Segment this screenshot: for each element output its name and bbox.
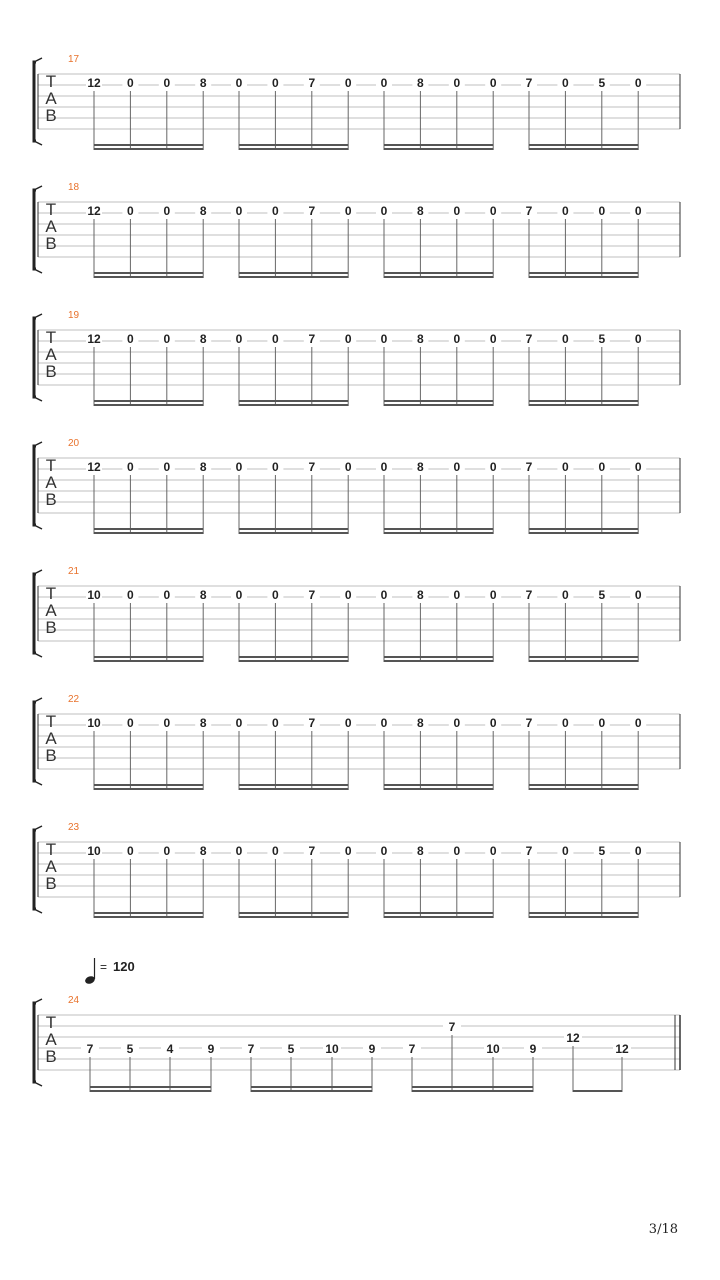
beam bbox=[94, 912, 203, 914]
fret-number: 0 bbox=[562, 204, 569, 218]
beam bbox=[529, 660, 638, 662]
beam bbox=[412, 1090, 533, 1092]
fret-number: 5 bbox=[598, 76, 606, 90]
beam bbox=[94, 144, 203, 146]
fret-number: 8 bbox=[417, 76, 424, 90]
beam bbox=[239, 788, 348, 790]
fret-number: 7 bbox=[525, 460, 533, 474]
page-number: 3/18 bbox=[648, 1222, 678, 1237]
fret-number: 12 bbox=[566, 1031, 580, 1045]
tab-clef-letter: T bbox=[45, 584, 57, 603]
fret-number: 0 bbox=[272, 588, 279, 602]
fret-number: 0 bbox=[163, 844, 171, 858]
fret-number: 0 bbox=[127, 588, 134, 602]
fret-number: 0 bbox=[634, 460, 642, 474]
tab-clef-letter: B bbox=[45, 362, 57, 381]
tab-system-19 bbox=[34, 310, 680, 406]
tab-system-24 bbox=[34, 995, 680, 1092]
fret-number: 0 bbox=[163, 460, 171, 474]
fret-number: 7 bbox=[525, 588, 533, 602]
measure-number: 23 bbox=[68, 822, 80, 833]
fret-number: 0 bbox=[272, 76, 279, 90]
beam bbox=[239, 916, 348, 918]
fret-number: 0 bbox=[272, 460, 279, 474]
fret-number: 10 bbox=[87, 716, 101, 730]
fret-number: 8 bbox=[199, 76, 207, 90]
beam bbox=[384, 276, 493, 278]
fret-number: 0 bbox=[163, 716, 171, 730]
beam bbox=[94, 916, 203, 918]
fret-number: 0 bbox=[163, 204, 171, 218]
tab-clef-letter: B bbox=[45, 106, 57, 125]
fret-number: 12 bbox=[87, 204, 101, 218]
fret-number: 7 bbox=[308, 588, 316, 602]
fret-number: 0 bbox=[272, 332, 279, 346]
beam bbox=[90, 1086, 211, 1088]
system-bracket bbox=[34, 1003, 36, 1082]
beam bbox=[94, 272, 203, 274]
fret-number: 0 bbox=[453, 332, 461, 346]
fret-number: 0 bbox=[127, 460, 134, 474]
fret-number: 8 bbox=[417, 332, 424, 346]
fret-number: 0 bbox=[562, 76, 569, 90]
fret-number: 0 bbox=[634, 588, 642, 602]
fret-number: 0 bbox=[127, 204, 134, 218]
beam bbox=[239, 532, 348, 534]
fret-number: 12 bbox=[87, 460, 101, 474]
fret-number: 0 bbox=[634, 844, 642, 858]
beam bbox=[239, 528, 348, 530]
beam bbox=[384, 788, 493, 790]
fret-number: 0 bbox=[127, 76, 134, 90]
fret-number: 8 bbox=[199, 716, 207, 730]
beam bbox=[384, 400, 493, 402]
fret-number: 0 bbox=[453, 460, 461, 474]
beam bbox=[529, 148, 638, 150]
fret-number: 0 bbox=[344, 332, 352, 346]
beam bbox=[384, 404, 493, 406]
fret-number: 0 bbox=[163, 588, 171, 602]
fret-number: 7 bbox=[308, 844, 316, 858]
tempo-marking bbox=[84, 958, 135, 985]
fret-number: 0 bbox=[562, 460, 569, 474]
fret-number: 12 bbox=[615, 1042, 629, 1056]
fret-number: 8 bbox=[417, 588, 424, 602]
fret-number: 0 bbox=[344, 460, 352, 474]
tab-clef-letter: A bbox=[45, 217, 57, 236]
beam bbox=[94, 788, 203, 790]
fret-number: 9 bbox=[207, 1042, 215, 1056]
tab-clef-letter: T bbox=[45, 1013, 57, 1032]
beam bbox=[239, 912, 348, 914]
tempo-bpm: 120 bbox=[113, 959, 135, 974]
fret-number: 0 bbox=[235, 844, 243, 858]
fret-number: 7 bbox=[408, 1042, 416, 1056]
fret-number: 0 bbox=[380, 76, 388, 90]
fret-number: 0 bbox=[163, 332, 171, 346]
fret-number: 0 bbox=[235, 716, 243, 730]
fret-number: 8 bbox=[417, 716, 424, 730]
fret-number: 0 bbox=[598, 204, 606, 218]
fret-number: 0 bbox=[344, 588, 352, 602]
tab-clef-letter: T bbox=[45, 456, 57, 475]
fret-number: 9 bbox=[368, 1042, 376, 1056]
fret-number: 0 bbox=[453, 204, 461, 218]
fret-number: 8 bbox=[417, 204, 424, 218]
fret-number: 0 bbox=[453, 76, 461, 90]
fret-number: 0 bbox=[453, 716, 461, 730]
measure-number: 21 bbox=[68, 566, 80, 577]
beam bbox=[573, 1090, 622, 1092]
beam bbox=[90, 1090, 211, 1092]
measure-number: 18 bbox=[68, 182, 80, 193]
fret-number: 4 bbox=[166, 1042, 174, 1056]
fret-number: 0 bbox=[634, 332, 642, 346]
beam bbox=[239, 784, 348, 786]
tab-system-17 bbox=[34, 54, 680, 150]
fret-number: 0 bbox=[344, 204, 352, 218]
system-bracket bbox=[34, 574, 36, 653]
fret-number: 7 bbox=[308, 716, 316, 730]
fret-number: 5 bbox=[126, 1042, 134, 1056]
beam bbox=[94, 528, 203, 530]
fret-number: 0 bbox=[562, 588, 569, 602]
fret-number: 0 bbox=[489, 76, 497, 90]
tempo-equals: = bbox=[100, 960, 108, 974]
beam bbox=[251, 1090, 372, 1092]
fret-number: 8 bbox=[199, 204, 207, 218]
tab-clef-letter: A bbox=[45, 345, 57, 364]
tab-system-21 bbox=[34, 566, 680, 662]
fret-number: 10 bbox=[87, 844, 101, 858]
fret-number: 0 bbox=[235, 460, 243, 474]
tab-clef-letter: B bbox=[45, 490, 57, 509]
fret-number: 10 bbox=[325, 1042, 339, 1056]
fret-number: 0 bbox=[380, 332, 388, 346]
beam bbox=[239, 144, 348, 146]
tab-system-18 bbox=[34, 182, 680, 278]
tab-clef-letter: A bbox=[45, 89, 57, 108]
beam bbox=[384, 916, 493, 918]
measure-number: 19 bbox=[68, 310, 80, 321]
beam bbox=[94, 656, 203, 658]
tab-clef-letter: B bbox=[45, 1047, 57, 1066]
tab-clef-letter: B bbox=[45, 874, 57, 893]
fret-number: 7 bbox=[247, 1042, 255, 1056]
measure-number: 22 bbox=[68, 694, 80, 705]
fret-number: 0 bbox=[489, 460, 497, 474]
fret-number: 0 bbox=[344, 844, 352, 858]
fret-number: 0 bbox=[344, 76, 352, 90]
measure-number: 20 bbox=[68, 438, 80, 449]
fret-number: 7 bbox=[525, 844, 533, 858]
fret-number: 8 bbox=[199, 844, 207, 858]
fret-number: 0 bbox=[127, 844, 134, 858]
beam bbox=[239, 404, 348, 406]
tab-clef-letter: A bbox=[45, 857, 57, 876]
beam bbox=[529, 788, 638, 790]
tab-clef-letter: B bbox=[45, 746, 57, 765]
fret-number: 8 bbox=[417, 460, 424, 474]
fret-number: 5 bbox=[287, 1042, 295, 1056]
fret-number: 7 bbox=[308, 332, 316, 346]
beam bbox=[251, 1086, 372, 1088]
fret-number: 0 bbox=[489, 588, 497, 602]
fret-number: 7 bbox=[308, 76, 316, 90]
fret-number: 0 bbox=[235, 76, 243, 90]
beam bbox=[94, 400, 203, 402]
beam bbox=[412, 1086, 533, 1088]
tab-clef-letter: A bbox=[45, 601, 57, 620]
beam bbox=[384, 660, 493, 662]
fret-number: 8 bbox=[199, 588, 207, 602]
beam bbox=[529, 532, 638, 534]
fret-number: 0 bbox=[272, 716, 279, 730]
beam bbox=[529, 276, 638, 278]
fret-number: 10 bbox=[87, 588, 101, 602]
beam bbox=[239, 660, 348, 662]
beam bbox=[529, 656, 638, 658]
fret-number: 0 bbox=[127, 332, 134, 346]
beam bbox=[384, 912, 493, 914]
tab-clef-letter: A bbox=[45, 729, 57, 748]
fret-number: 0 bbox=[380, 204, 388, 218]
fret-number: 8 bbox=[199, 332, 207, 346]
tab-clef-letter: T bbox=[45, 840, 57, 859]
fret-number: 0 bbox=[380, 460, 388, 474]
tab-clef-letter: T bbox=[45, 72, 57, 91]
beam bbox=[94, 784, 203, 786]
fret-number: 0 bbox=[453, 588, 461, 602]
system-bracket bbox=[34, 190, 36, 269]
fret-number: 0 bbox=[453, 844, 461, 858]
beam bbox=[94, 148, 203, 150]
fret-number: 7 bbox=[525, 332, 533, 346]
fret-number: 0 bbox=[127, 716, 134, 730]
fret-number: 0 bbox=[344, 716, 352, 730]
beam bbox=[384, 528, 493, 530]
fret-number: 7 bbox=[308, 460, 316, 474]
system-bracket bbox=[34, 830, 36, 909]
beam bbox=[529, 916, 638, 918]
beam bbox=[239, 400, 348, 402]
beam bbox=[384, 532, 493, 534]
beam bbox=[529, 144, 638, 146]
beam bbox=[529, 912, 638, 914]
measure-number: 24 bbox=[68, 995, 80, 1006]
beam bbox=[239, 272, 348, 274]
tab-clef-letter: A bbox=[45, 1030, 57, 1049]
fret-number: 0 bbox=[380, 716, 388, 730]
beam bbox=[239, 656, 348, 658]
beam bbox=[94, 532, 203, 534]
fret-number: 0 bbox=[235, 204, 243, 218]
beam bbox=[94, 660, 203, 662]
fret-number: 0 bbox=[562, 716, 569, 730]
tab-clef-letter: T bbox=[45, 328, 57, 347]
beam bbox=[239, 276, 348, 278]
fret-number: 0 bbox=[489, 332, 497, 346]
fret-number: 0 bbox=[489, 844, 497, 858]
fret-number: 8 bbox=[417, 844, 424, 858]
fret-number: 0 bbox=[235, 588, 243, 602]
fret-number: 0 bbox=[380, 844, 388, 858]
tab-system-22 bbox=[34, 694, 680, 790]
beam bbox=[94, 404, 203, 406]
beam bbox=[529, 528, 638, 530]
fret-number: 0 bbox=[235, 332, 243, 346]
fret-number: 0 bbox=[562, 844, 569, 858]
fret-number: 5 bbox=[598, 844, 606, 858]
fret-number: 0 bbox=[272, 204, 279, 218]
fret-number: 12 bbox=[87, 332, 101, 346]
fret-number: 0 bbox=[489, 716, 497, 730]
beam bbox=[384, 148, 493, 150]
fret-number: 0 bbox=[634, 716, 642, 730]
beam bbox=[384, 272, 493, 274]
beam bbox=[529, 272, 638, 274]
fret-number: 7 bbox=[86, 1042, 94, 1056]
beam bbox=[384, 144, 493, 146]
fret-number: 7 bbox=[308, 204, 316, 218]
fret-number: 12 bbox=[87, 76, 101, 90]
fret-number: 0 bbox=[380, 588, 388, 602]
fret-number: 9 bbox=[529, 1042, 537, 1056]
beam bbox=[529, 784, 638, 786]
fret-number: 0 bbox=[598, 716, 606, 730]
fret-number: 5 bbox=[598, 332, 606, 346]
tab-clef-letter: A bbox=[45, 473, 57, 492]
fret-number: 0 bbox=[163, 76, 171, 90]
tab-clef-letter: T bbox=[45, 200, 57, 219]
fret-number: 8 bbox=[199, 460, 207, 474]
fret-number: 0 bbox=[634, 204, 642, 218]
beam bbox=[239, 148, 348, 150]
beam bbox=[94, 276, 203, 278]
tab-clef-letter: B bbox=[45, 618, 57, 637]
fret-number: 7 bbox=[525, 716, 533, 730]
fret-number: 0 bbox=[562, 332, 569, 346]
system-bracket bbox=[34, 62, 36, 141]
fret-number: 0 bbox=[489, 204, 497, 218]
system-bracket bbox=[34, 318, 36, 397]
fret-number: 5 bbox=[598, 588, 606, 602]
tab-system-23 bbox=[34, 822, 680, 918]
fret-number: 7 bbox=[448, 1020, 456, 1034]
beam bbox=[529, 400, 638, 402]
measure-number: 17 bbox=[68, 54, 80, 65]
tab-system-20 bbox=[34, 438, 680, 534]
beam bbox=[384, 656, 493, 658]
fret-number: 10 bbox=[486, 1042, 500, 1056]
system-bracket bbox=[34, 446, 36, 525]
fret-number: 7 bbox=[525, 204, 533, 218]
tab-clef-letter: B bbox=[45, 234, 57, 253]
fret-number: 0 bbox=[598, 460, 606, 474]
fret-number: 0 bbox=[272, 844, 279, 858]
beam bbox=[384, 784, 493, 786]
tab-clef-letter: T bbox=[45, 712, 57, 731]
beam bbox=[529, 404, 638, 406]
system-bracket bbox=[34, 702, 36, 781]
fret-number: 7 bbox=[525, 76, 533, 90]
fret-number: 0 bbox=[634, 76, 642, 90]
